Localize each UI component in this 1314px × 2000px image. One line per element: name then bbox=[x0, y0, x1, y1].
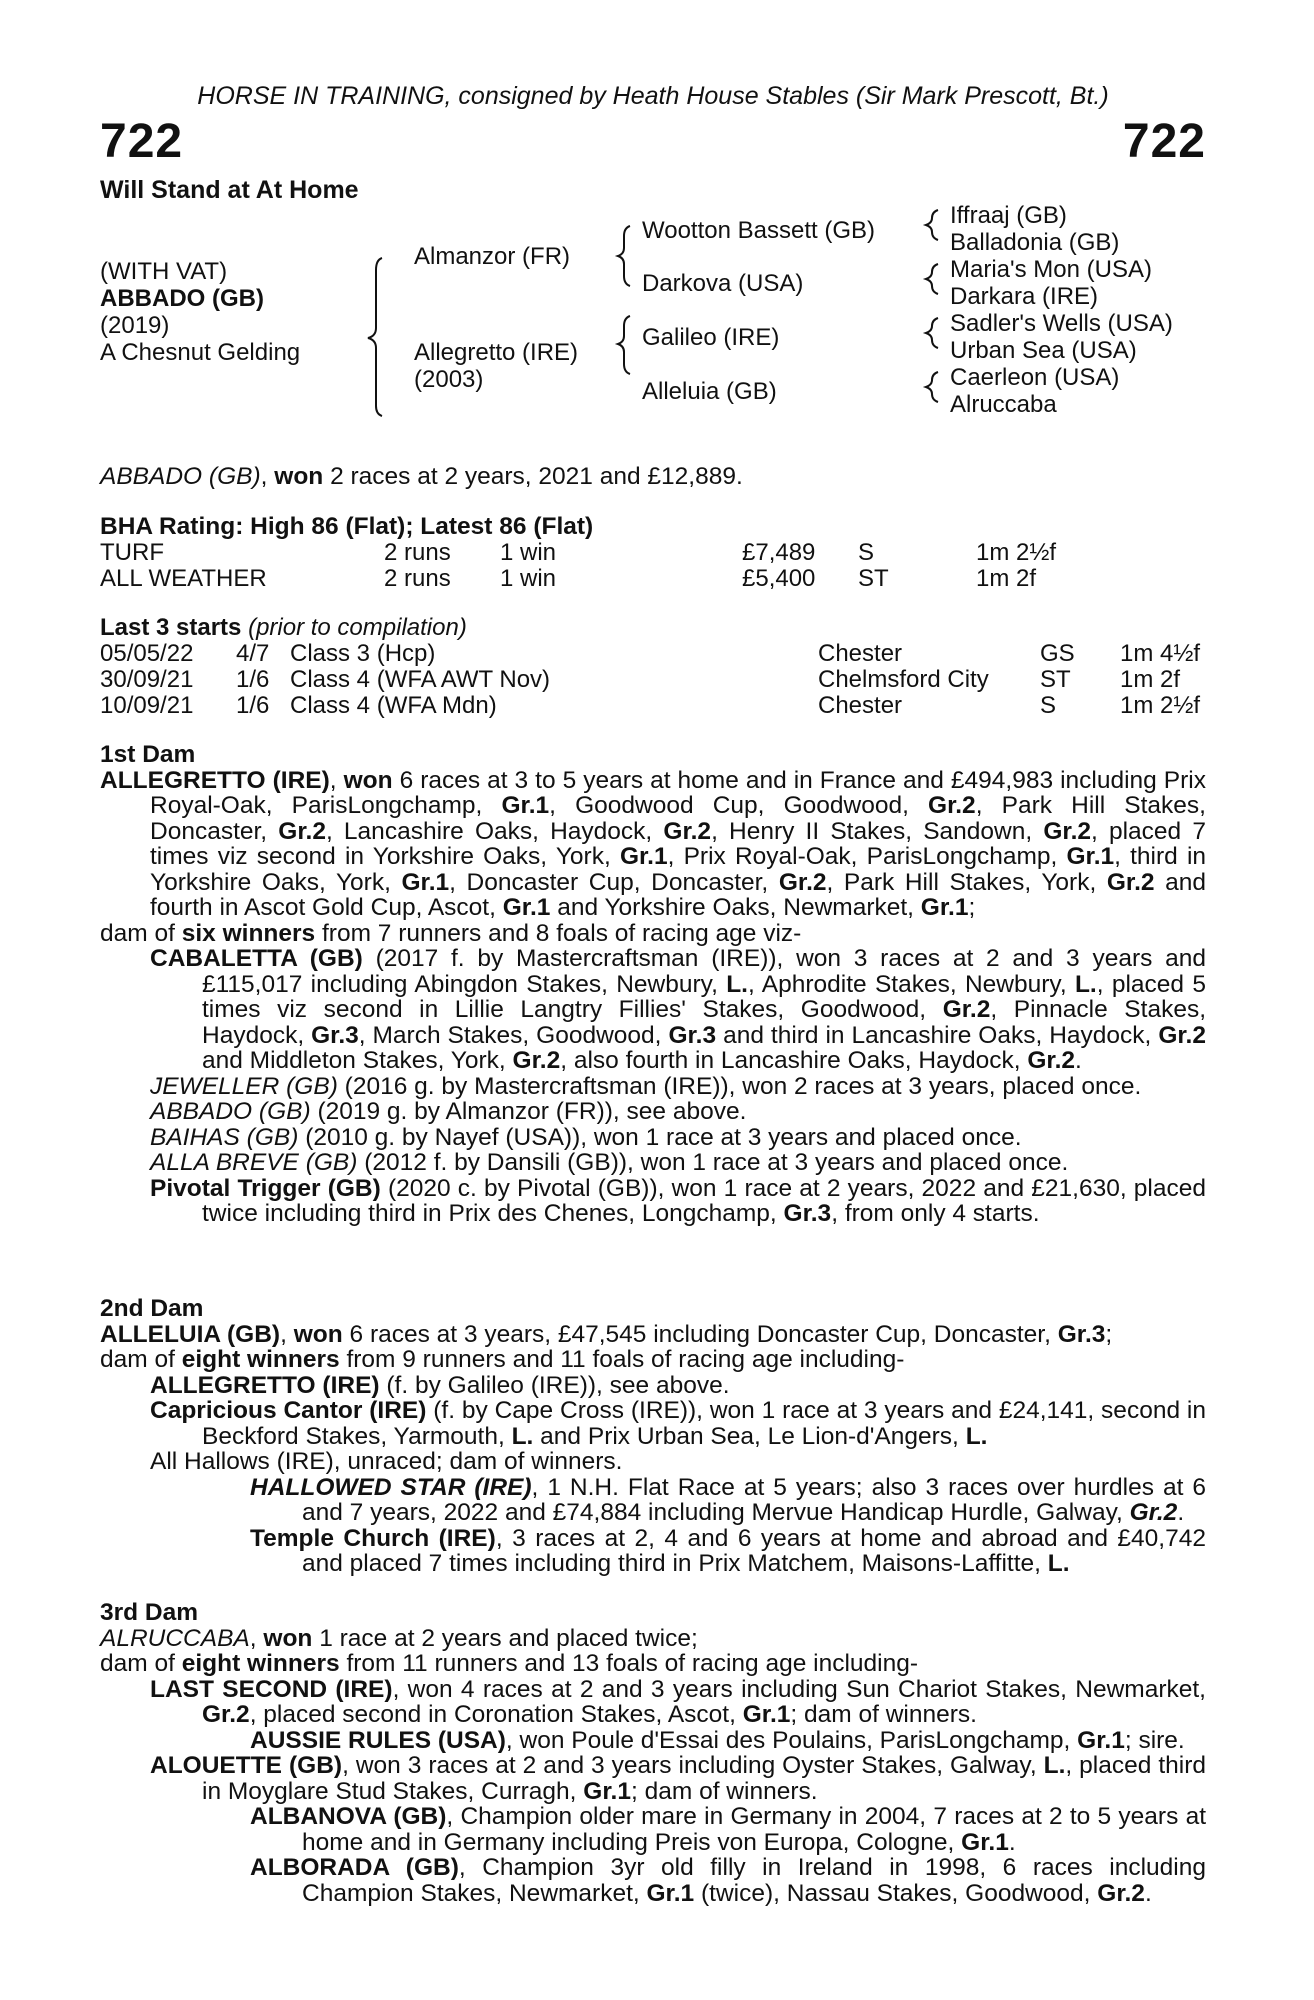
rating-row-aw bbox=[100, 566, 1206, 592]
produce-baihas: BAIHAS (GB) (2010 g. by Nayef (USA)), won 1 race at 3 years and placed once. bbox=[150, 1123, 1022, 1151]
dam: Allegretto (IRE) bbox=[414, 339, 579, 366]
produce-capricious-cantor: Capricious Cantor (IRE) (f. by Cape Cross (IRE)), won 1 race at 3 years and £24,141, second in Beckford Stakes, Yarmouth, L. and Prix Urban Sea, Le Lion-d'Angers, L. bbox=[150, 1397, 1206, 1450]
pedigree-table bbox=[100, 202, 1206, 428]
start-race: Class 4 (WFA AWT Nov) bbox=[290, 666, 551, 693]
start-row bbox=[100, 641, 1206, 667]
produce-albanova: ALBANOVA (GB), Champion older mare in Germany in 2004, 7 races at 2 to 5 years at home and in Germany including Preis von Europa, Cologne, Gr.1. bbox=[250, 1803, 1207, 1856]
horse-description: A Chesnut Gelding bbox=[100, 339, 301, 366]
produce-temple-church: Temple Church (IRE), 3 races at 2, 4 and 6 years at home and abroad and £40,742 and placed 7 times including third in Prix Matchem, Maisons-Laffitte, L. bbox=[250, 1524, 1206, 1577]
start-row bbox=[100, 693, 1206, 719]
starts-heading-bold: Last 3 starts bbox=[100, 614, 242, 641]
second-dam-section bbox=[100, 1296, 1206, 1577]
prize: £7,489 bbox=[742, 539, 816, 566]
second-dam-heading: 2nd Dam bbox=[100, 1295, 204, 1322]
distance: 1m 2½f bbox=[976, 539, 1057, 566]
dam-year: (2003) bbox=[414, 366, 484, 393]
third-dam-record: ALRUCCABA, won 1 race at 2 years and placed twice; bbox=[100, 1624, 698, 1652]
first-dam-section bbox=[100, 742, 1206, 1227]
start-going: ST bbox=[1040, 666, 1071, 693]
start-distance: 1m 4½f bbox=[1120, 640, 1201, 667]
horse-year: (2019) bbox=[100, 312, 170, 339]
summary-rest: 2 races at 2 years, 2021 and £12,889. bbox=[323, 463, 743, 490]
sss: Iffraaj (GB) bbox=[950, 202, 1067, 229]
start-date: 30/09/21 bbox=[100, 666, 194, 693]
sdd: Darkara (IRE) bbox=[950, 283, 1099, 310]
sire-dam: Darkova (USA) bbox=[642, 270, 804, 297]
horse-name: ABBADO (GB) bbox=[100, 285, 264, 312]
dsd: Urban Sea (USA) bbox=[950, 337, 1137, 364]
distance: 1m 2f bbox=[976, 565, 1037, 592]
start-going: GS bbox=[1040, 640, 1075, 667]
dam-sire: Galileo (IRE) bbox=[642, 324, 780, 351]
runs: 2 runs bbox=[384, 565, 451, 592]
going: S bbox=[858, 539, 875, 566]
produce-hallowed-star: HALLOWED STAR (IRE), 1 N.H. Flat Race at 5 years; also 3 races over hurdles at 6 and 7 years, 2022 and £74,884 including Mervue Handicap Hurdle, Galway, Gr.2. bbox=[250, 1473, 1206, 1526]
produce-last-second: LAST SECOND (IRE), won 4 races at 2 and 3 years including Sun Chariot Stakes, Newmarket, Gr.2, placed second in Coronation Stakes, Ascot, Gr.1; dam of winners. bbox=[150, 1675, 1206, 1728]
rating-heading-text: BHA Rating: High 86 (Flat); Latest 86 (Flat) bbox=[100, 513, 594, 540]
produce-alla-breve: ALLA BREVE (GB) (2012 f. by Dansili (GB)), won 1 race at 3 years and placed once. bbox=[150, 1149, 1069, 1176]
summary-name: ABBADO (GB) bbox=[100, 463, 261, 490]
race-summary: ABBADO (GB), won 2 races at 2 years, 2021 and £12,889. bbox=[100, 463, 743, 490]
produce-aussie-rules: AUSSIE RULES (USA), won Poule d'Essai des Poulains, ParisLongchamp, Gr.1; sire. bbox=[250, 1726, 1185, 1754]
start-going: S bbox=[1040, 692, 1057, 719]
first-dam-produce: dam of six winners from 7 runners and 8 foals of racing age viz- bbox=[100, 919, 802, 947]
start-distance: 1m 2f bbox=[1120, 666, 1181, 693]
lot-number-right: 722 bbox=[1122, 115, 1206, 168]
third-dam-section bbox=[100, 1600, 1206, 1906]
produce-all-hallows: All Hallows (IRE), unraced; dam of winners. bbox=[150, 1448, 623, 1475]
summary-won: won bbox=[274, 463, 324, 490]
produce-pivotal-trigger: Pivotal Trigger (GB) (2020 c. by Pivotal (GB)), won 1 race at 2 years, 2022 and £21,630, placed twice including third in Prix des Chenes, Longchamp, Gr.3, from only 4 starts. bbox=[150, 1174, 1206, 1227]
sire-sire: Wootton Bassett (GB) bbox=[642, 217, 875, 244]
vat-note: (WITH VAT) bbox=[100, 258, 228, 285]
last-starts bbox=[100, 615, 1206, 719]
start-date: 05/05/22 bbox=[100, 640, 194, 667]
first-dam-heading: 1st Dam bbox=[100, 741, 196, 768]
produce-alouette: ALOUETTE (GB), won 3 races at 2 and 3 years including Oyster Stakes, Galway, L., placed third in Moyglare Stud Stakes, Curragh, Gr.1; dam of winners. bbox=[150, 1752, 1206, 1805]
first-dam-record: ALLEGRETTO (IRE), won 6 races at 3 to 5 years at home and in France and £494,983 including Prix Royal-Oak, ParisLongchamp, Gr.1, Goodwood Cup, Goodwood, Gr.2, Park Hill Stakes, Doncaster, Gr.2, Lancashire Oaks, Haydock, Gr.2, Henry II Stakes, Sandown, Gr.2, placed 7 times viz second in Yorkshire Oaks, York, Gr.1, Prix Royal-Oak, ParisLongchamp, Gr.1, third in Yorkshire Oaks, York, Gr.1, Doncaster Cup, Doncaster, Gr.2, Park Hill Stakes, York, Gr.2 and fourth in Ascot Gold Cup, Ascot, Gr.1 and Yorkshire Oaks, Newmarket, Gr.1; bbox=[100, 766, 1207, 921]
produce-abbado: ABBADO (GB) (2019 g. by Almanzor (FR)), see above. bbox=[150, 1098, 747, 1125]
start-row bbox=[100, 667, 1206, 693]
ssd: Balladonia (GB) bbox=[950, 229, 1120, 256]
start-course: Chester bbox=[818, 692, 903, 719]
start-race: Class 3 (Hcp) bbox=[290, 640, 436, 667]
sds: Maria's Mon (USA) bbox=[950, 256, 1152, 283]
start-position: 4/7 bbox=[236, 640, 270, 667]
produce-alborada: ALBORADA (GB), Champion 3yr old filly in Ireland in 1998, 6 races including Champion Stakes, Newmarket, Gr.1 (twice), Nassau Stakes, Goodwood, Gr.2. bbox=[250, 1854, 1207, 1907]
dds: Caerleon (USA) bbox=[950, 364, 1120, 391]
going: ST bbox=[858, 565, 889, 592]
third-dam-produce: dam of eight winners from 11 runners and 13 foals of racing age including- bbox=[100, 1650, 918, 1677]
second-dam-produce: dam of eight winners from 9 runners and 11 foals of racing age including- bbox=[100, 1346, 905, 1373]
dss: Sadler's Wells (USA) bbox=[950, 310, 1173, 337]
ddd: Alruccaba bbox=[950, 391, 1057, 418]
third-dam-heading: 3rd Dam bbox=[100, 1599, 199, 1626]
produce-cabaletta: CABALETTA (GB) (2017 f. by Mastercraftsman (IRE)), won 3 races at 2 and 3 years and £115,017 including Abingdon Stakes, Newbury, L., Aphrodite Stakes, Newbury, L., placed 5 times viz second in Lillie Langtry Fillies' Stakes, Goodwood, Gr.2, Pinnacle Stakes, Haydock, Gr.3, March Stakes, Goodwood, Gr.3 and third in Lancashire Oaks, Haydock, Gr.2 and Middleton Stakes, York, Gr.2, also fourth in Lancashire Oaks, Haydock, Gr.2. bbox=[150, 945, 1206, 1074]
second-dam-record: ALLELUIA (GB), won 6 races at 3 years, £47,545 including Doncaster Cup, Doncaster, Gr.3; bbox=[100, 1320, 1113, 1348]
wins: 1 win bbox=[500, 565, 557, 592]
start-distance: 1m 2½f bbox=[1120, 692, 1201, 719]
starts-heading bbox=[100, 615, 1206, 641]
catalogue-page bbox=[100, 0, 1206, 2000]
sire: Almanzor (FR) bbox=[414, 243, 571, 270]
dam-dam: Alleluia (GB) bbox=[642, 378, 777, 405]
rating-heading bbox=[100, 514, 1206, 540]
start-course: Chester bbox=[818, 640, 903, 667]
rating-row-turf bbox=[100, 540, 1206, 566]
stand-note: Will Stand at At Home bbox=[100, 176, 359, 204]
rating-table bbox=[100, 540, 1206, 592]
surface: ALL WEATHER bbox=[100, 565, 267, 592]
produce-jeweller: JEWELLER (GB) (2016 g. by Mastercraftsman (IRE)), won 2 races at 3 years, placed once. bbox=[150, 1072, 1142, 1100]
produce-allegretto: ALLEGRETTO (IRE) (f. by Galileo (IRE)), see above. bbox=[150, 1371, 730, 1399]
wins: 1 win bbox=[500, 539, 557, 566]
starts-heading-italic: (prior to compilation) bbox=[248, 614, 467, 641]
surface: TURF bbox=[100, 539, 164, 566]
consignor-header: HORSE IN TRAINING, consigned by Heath House Stables (Sir Mark Prescott, Bt.) bbox=[197, 82, 1109, 110]
start-position: 1/6 bbox=[236, 666, 270, 693]
start-course: Chelmsford City bbox=[818, 666, 989, 693]
start-date: 10/09/21 bbox=[100, 692, 194, 719]
runs: 2 runs bbox=[384, 539, 451, 566]
prize: £5,400 bbox=[742, 565, 816, 592]
start-position: 1/6 bbox=[236, 692, 270, 719]
start-race: Class 4 (WFA Mdn) bbox=[290, 692, 497, 719]
lot-number-left: 722 bbox=[100, 115, 184, 168]
